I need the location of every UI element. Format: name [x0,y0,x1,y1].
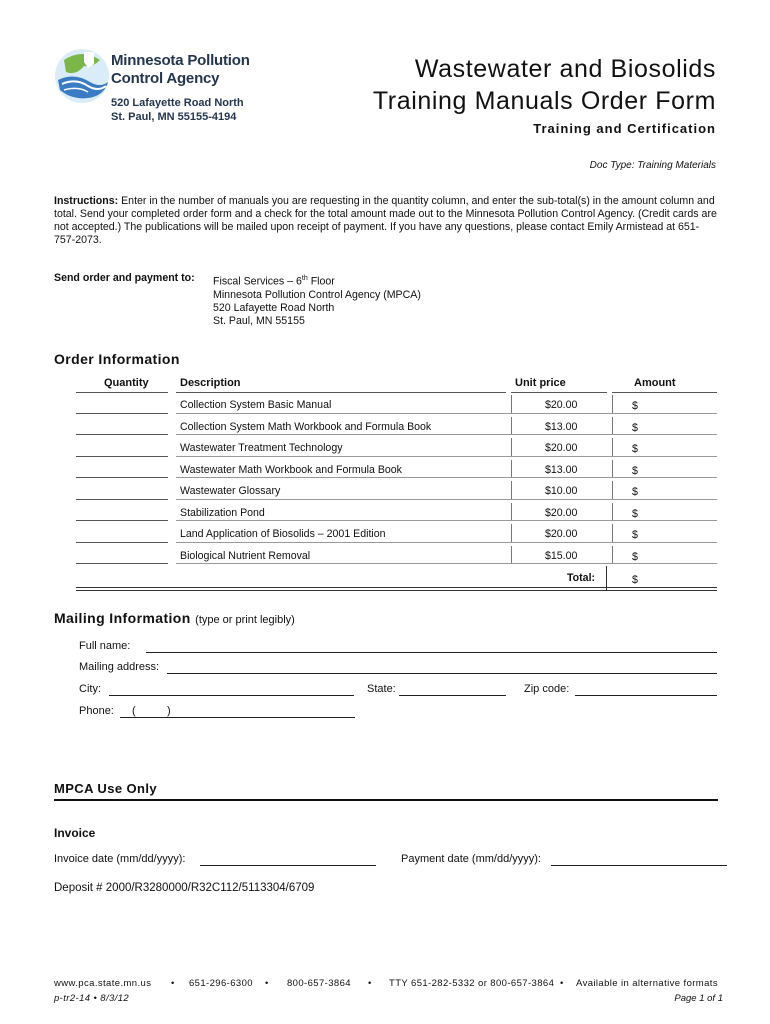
row-divider [176,542,717,543]
col-divider [612,438,613,456]
instructions [54,195,718,247]
row-divider [176,477,717,478]
invoice-date-label: Invoice date (mm/dd/yyyy): [54,853,186,865]
state-label: State: [367,683,396,695]
payment-date-field[interactable] [551,865,727,866]
footer-tty: TTY 651-282-5332 or 800-657-3864 [389,978,555,989]
phone-paren-close: ) [167,705,171,717]
footer-phone2: 800-657-3864 [287,978,351,989]
phone-label: Phone: [79,705,114,717]
item-description: Collection System Basic Manual [180,399,332,411]
invoice-date-field[interactable] [200,865,376,866]
instructions-text: Enter in the number of manuals you are requesting in the quantity column, and enter the sub-total(s) in the amount column and total. Send your completed order form and a check for the total amount made out to the Minnesota Pollution Control Agency. (Credit cards are not accepted.) The publications will be mailed upon receipt of payment. If you have any questions, please contact Emily Armistead at 651-757-2073. [54,195,717,246]
col-header-description: Description [180,377,241,389]
instructions-label: Instructions: [54,195,119,207]
send-to-address [213,272,421,328]
footer-alt-formats: Available in alternative formats [576,978,718,989]
doc-type: Doc Type: Training Materials [589,160,716,171]
item-description: Biological Nutrient Removal [180,550,311,562]
form-subtitle: Training and Certification [533,121,716,136]
col-divider [612,481,613,499]
org-address-line1: 520 Lafayette Road North [111,97,244,109]
footer-phone1: 651-296-6300 [189,978,253,989]
footer-bullet: • [171,978,175,989]
form-title-line1: Wastewater and Biosolids [414,55,716,83]
col-divider [511,481,512,499]
footer-website: www.pca.state.mn.us [54,978,152,989]
item-unit-price: $20.00 [545,442,578,454]
send-to-label: Send order and payment to: [54,272,195,284]
phone-paren-open: ( [132,705,136,717]
col-header-amount: Amount [634,377,676,389]
row-divider [176,413,717,414]
item-amount-field[interactable]: $ [632,465,638,477]
item-unit-price: $20.00 [545,507,578,519]
col-divider [511,546,512,563]
mailing-address-field[interactable] [167,673,717,674]
zip-field[interactable] [575,695,717,696]
item-amount-field[interactable]: $ [632,443,638,455]
item-unit-price: $20.00 [545,399,578,411]
item-amount-field[interactable]: $ [632,529,638,541]
send-address-line1: Fiscal Services – 6th Floor [213,275,335,288]
mpca-logo-icon [54,46,112,106]
footer-doc-code: p-tr2-14 • 8/3/12 [54,993,130,1004]
form-title-line2: Training Manuals Order Form [372,87,716,115]
send-address-line2: Minnesota Pollution Control Agency (MPCA) [213,288,421,301]
quantity-field[interactable] [76,434,168,435]
footer-bullet: • [560,978,564,989]
city-label: City: [79,683,101,695]
item-description: Stabilization Pond [180,507,265,519]
col-divider [612,417,613,434]
col-divider [511,524,512,542]
quantity-field[interactable] [76,520,168,521]
mpca-divider [54,799,718,801]
item-description: Collection System Math Workbook and Formula Book [180,421,432,433]
send-address-line4: St. Paul, MN 55155 [213,314,305,327]
mailing-note: (type or print legibly) [195,614,295,626]
row-divider [176,520,717,521]
item-unit-price: $15.00 [545,550,578,562]
quantity-field[interactable] [76,413,168,414]
col-divider [511,395,512,413]
mailing-address-label: Mailing address: [79,661,160,673]
phone-field[interactable] [120,717,355,718]
item-amount-field[interactable]: $ [632,486,638,498]
item-amount-field[interactable]: $ [632,551,638,563]
payment-date-label: Payment date (mm/dd/yyyy): [401,853,541,865]
col-header-quantity: Quantity [104,377,149,389]
mpca-use-title: MPCA Use Only [54,781,157,796]
org-name-line2: Control Agency [111,70,220,87]
row-divider [176,499,717,500]
mailing-section-header [54,610,295,628]
item-amount-field[interactable]: $ [632,400,638,412]
col-header-unit-price: Unit price [515,377,566,389]
item-description: Wastewater Math Workbook and Formula Book [180,464,402,476]
send-address-line3: 520 Lafayette Road North [213,301,335,314]
org-address-line2: St. Paul, MN 55155-4194 [111,111,237,123]
mailing-section-title: Mailing Information [54,610,191,626]
item-unit-price: $10.00 [545,485,578,497]
col-divider [612,395,613,413]
col-divider [511,417,512,434]
city-field[interactable] [109,695,354,696]
row-divider [176,434,717,435]
quantity-field[interactable] [76,563,168,564]
item-amount-field[interactable]: $ [632,422,638,434]
invoice-heading: Invoice [54,826,96,840]
quantity-field[interactable] [76,499,168,500]
state-field[interactable] [399,695,506,696]
row-divider [176,456,717,457]
zip-label: Zip code: [524,683,570,695]
item-description: Wastewater Treatment Technology [180,442,343,454]
order-section-title: Order Information [54,351,180,367]
col-divider [612,524,613,542]
item-unit-price: $13.00 [545,421,578,433]
item-unit-price: $20.00 [545,528,578,540]
mpca-logo [54,46,254,126]
quantity-field[interactable] [76,477,168,478]
full-name-field[interactable] [146,652,717,653]
col-divider [612,546,613,563]
item-description: Wastewater Glossary [180,485,281,497]
col-divider [612,460,613,477]
deposit-number: Deposit # 2000/R3280000/R32C112/5113304/6709 [54,882,315,894]
row-divider [176,563,717,564]
col-divider [511,503,512,520]
col-divider [612,503,613,520]
quantity-field[interactable] [76,456,168,457]
col-divider [511,438,512,456]
full-name-label: Full name: [79,640,131,652]
col-divider [511,460,512,477]
footer-bullet: • [265,978,269,989]
item-amount-field[interactable]: $ [632,508,638,520]
footer-bullet: • [368,978,372,989]
total-label: Total: [567,572,596,584]
footer-page-number: Page 1 of 1 [674,993,723,1004]
quantity-field[interactable] [76,542,168,543]
org-name-line1: Minnesota Pollution [111,52,250,69]
item-description: Land Application of Biosolids – 2001 Edition [180,528,386,540]
item-unit-price: $13.00 [545,464,578,476]
total-amount-field[interactable]: $ [632,574,638,586]
